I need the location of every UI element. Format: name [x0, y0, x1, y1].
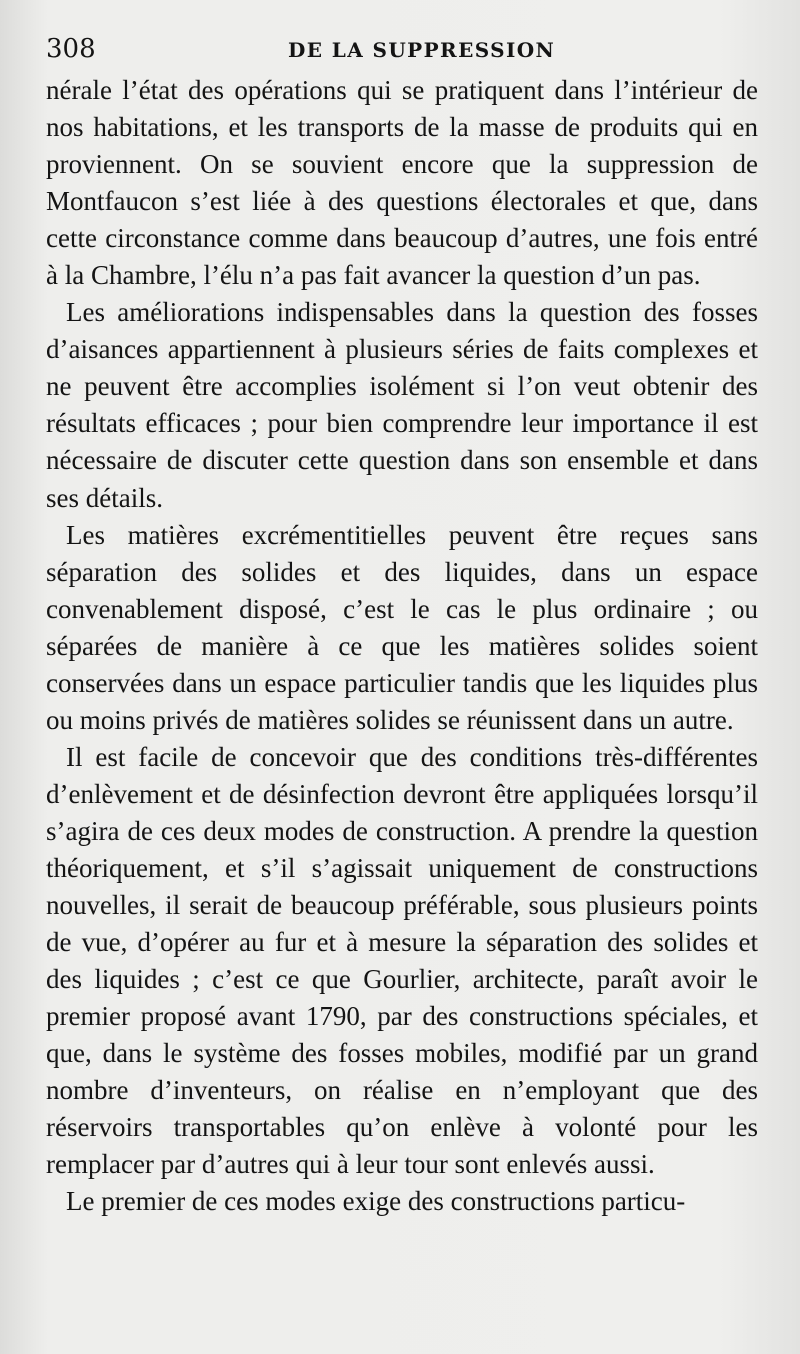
- paragraph: Le premier de ces modes exige des constructions particu-: [66, 1186, 686, 1217]
- running-head: [46, 32, 756, 68]
- paragraph: Les améliorations indispensables dans la question des fosses d’aisances appartiennent à plusieurs séries de faits complexes et ne peuvent être accomplies isolément si l’on veut obtenir des résultats efficaces ; pour bien comprendre leur importance il est nécessaire de discuter cette question dans son ensemble et dans ses détails.: [46, 297, 758, 513]
- page-number: 308: [46, 34, 96, 64]
- paragraph-continued: nérale l’état des opérations qui se pratiquent dans l’intérieur de nos habitations, et les transports de la masse de produits qui en proviennent. On se souvient encore que la suppression de Montfaucon s’est liée à des questions électorales et que, dans cette circonstance comme dans beaucoup d’autres, une fois entré à la Chambre, l’élu n’a pas fait avancer la question d’un pas.: [46, 75, 758, 291]
- paragraph: Les matières excrémentitielles peuvent être reçues sans séparation des solides et des liquides, dans un espace convenablement disposé, c’est le cas le plus ordinaire ; ou séparées de manière à ce que les matières solides soient conservées dans un espace particulier tandis que les liquides plus ou moins privés de matières solides se réunissent dans un autre.: [46, 519, 758, 735]
- body-text: [46, 72, 758, 1220]
- paragraph: Il est facile de concevoir que des conditions très-différentes d’enlèvement et de désinfection devront être appliquées lorsqu’il s’agira de ces deux modes de construction. A prendre la question théoriquement, et s’il s’agissait uniquement de constructions nouvelles, il serait de beaucoup préférable, sous plusieurs points de vue, d’opérer au fur et à mesure la séparation des solides et des liquides ; c’est ce que Gourlier, architecte, paraît avoir le premier proposé avant 1790, par des constructions spéciales, et que, dans le système des fosses mobiles, modifié par un grand nombre d’inventeurs, on réalise en n’employant que des réservoirs transportables qu’on enlève à volonté pour les remplacer par d’autres qui à leur tour sont enlevés aussi.: [46, 741, 758, 1180]
- running-title: DE LA SUPPRESSION: [288, 38, 556, 62]
